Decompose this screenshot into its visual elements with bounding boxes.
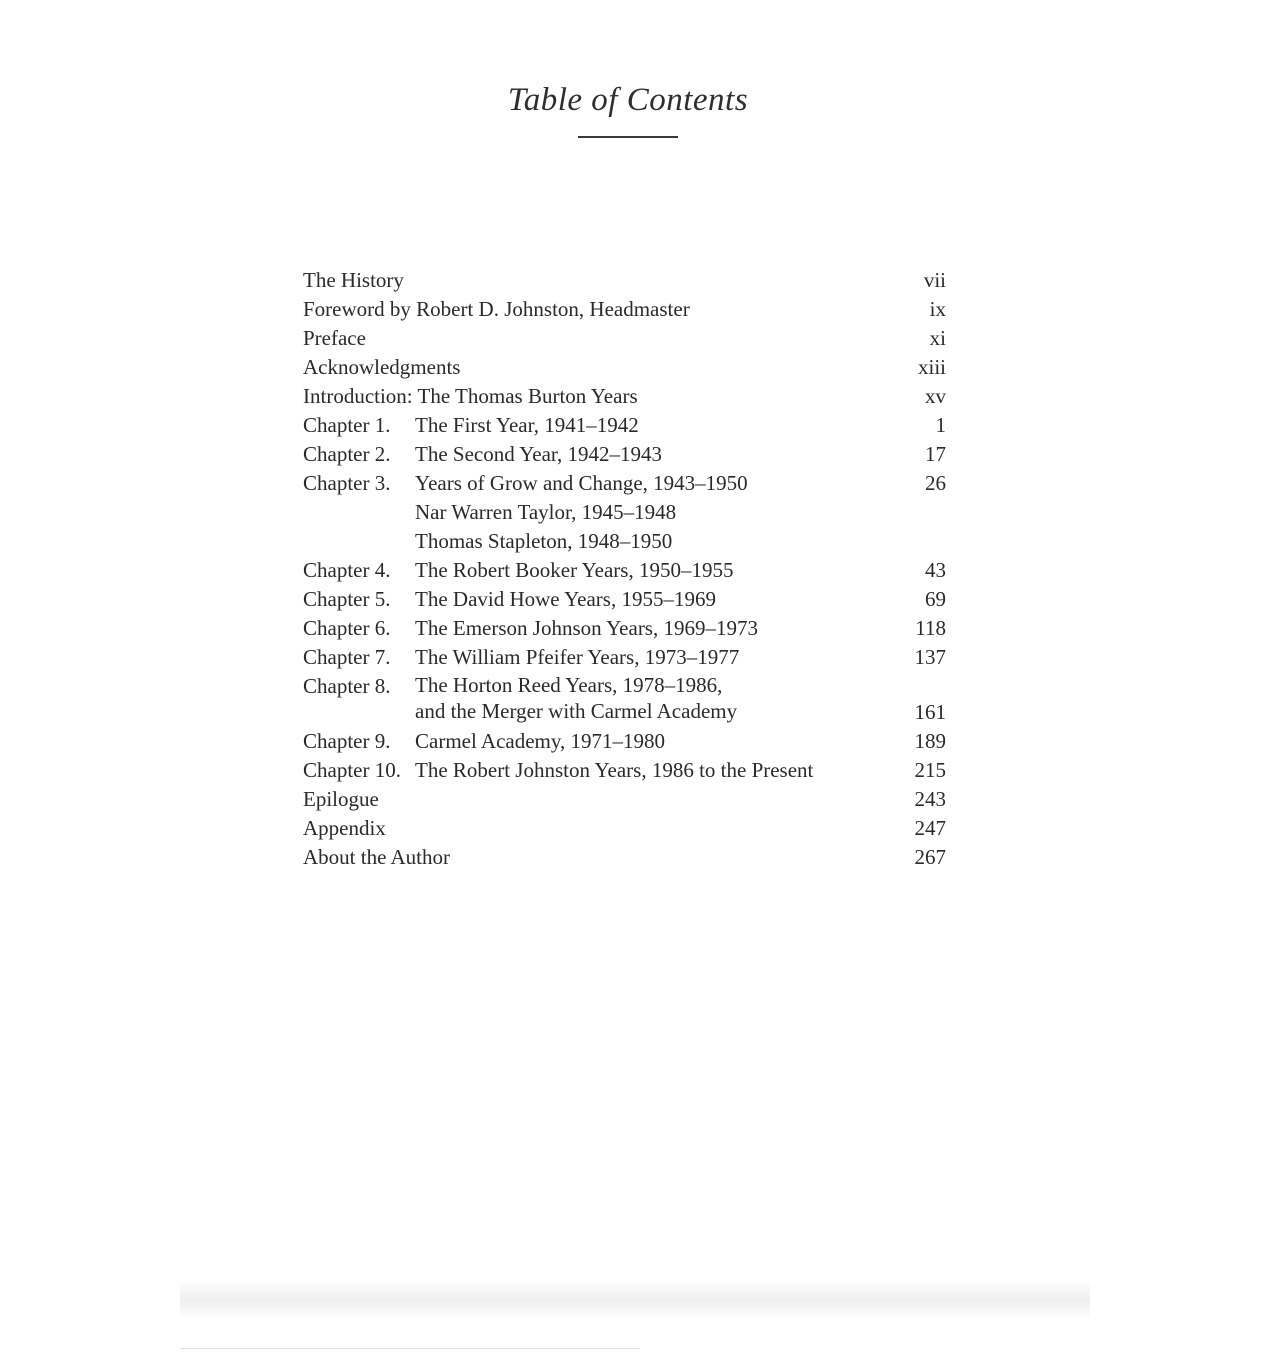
toc-entry-title-line: Thomas Stapleton, 1948–1950 [415,529,673,553]
page-shadow [180,1280,1090,1320]
toc-entry-title-line: The Second Year, 1942–1943 [415,442,663,466]
toc-entry-title-line: The Robert Booker Years, 1950–1955 [415,558,734,582]
toc-entry-title [303,382,638,411]
toc-entry [303,614,948,643]
toc-entry [303,556,948,585]
toc-entry-title-line: About the Author [303,845,450,869]
toc-entry-title [303,843,450,872]
toc-entry [303,843,948,872]
toc-entry [303,814,948,843]
toc-entry [303,727,948,756]
toc-page-number: 118 [915,616,946,640]
toc-entry [303,498,948,527]
toc-entry [303,672,948,727]
toc-entry-title-line: The Emerson Johnson Years, 1969–1973 [415,616,758,640]
toc-entry [303,295,948,324]
toc-page-number: vii [923,268,946,292]
toc-entry-title [415,727,665,756]
toc-page-number: 243 [914,787,946,811]
toc-page-number: 247 [914,816,946,840]
toc-entry-title [415,643,739,672]
toc-entry-title-line: Introduction: The Thomas Burton Years [303,384,638,408]
page-edge [180,1348,640,1349]
toc-entry-title [303,266,404,295]
toc-chapter-number: Chapter 10. [303,758,401,782]
toc-entry-title-line: Epilogue [303,787,379,811]
toc-entry-title [415,585,716,614]
toc-entry-title-line: Foreword by Robert D. Johnston, Headmaster [303,297,690,321]
toc-page-number: 26 [925,471,946,495]
toc-entry [303,411,948,440]
toc-entry-title-line: Preface [303,326,366,350]
title-rule [578,136,678,138]
toc-entry-title-line: and the Merger with Carmel Academy [415,699,738,723]
toc-entry-title [415,469,748,498]
toc-entry [303,382,948,411]
toc-chapter-number: Chapter 2. [303,442,391,466]
toc-entry-title-line: The Robert Johnston Years, 1986 to the Present [415,758,814,782]
toc-page-number: ix [929,297,946,321]
toc-entry [303,469,948,498]
toc-page-number: xi [929,326,946,350]
toc-entry-title [415,411,639,440]
table-of-contents [303,266,948,872]
toc-chapter-number: Chapter 6. [303,616,391,640]
toc-page-number: 137 [914,645,946,669]
toc-entry-title [415,556,733,585]
toc-page-number: 267 [914,845,946,869]
toc-entry-title [303,295,690,324]
toc-page-number: 215 [914,758,946,782]
toc-entry [303,527,948,556]
toc-entry-title-line: The First Year, 1941–1942 [415,413,639,437]
toc-chapter-number: Chapter 1. [303,413,391,437]
toc-page-number: 69 [925,587,946,611]
toc-entry [303,266,948,295]
toc-entry-title-line: Appendix [303,816,386,840]
toc-entry-title [303,324,366,353]
toc-entry-title [415,756,813,785]
toc-entry-title-line: Years of Grow and Change, 1943–1950 [415,471,748,495]
toc-entry [303,643,948,672]
toc-page-number: 17 [925,442,946,466]
toc-entry-title-line: Nar Warren Taylor, 1945–1948 [415,500,677,524]
toc-entry [303,353,948,382]
toc-entry-title-line: The Horton Reed Years, 1978–1986, [415,673,723,697]
toc-entry-title-line: Carmel Academy, 1971–1980 [415,729,666,753]
toc-entry [303,756,948,785]
toc-chapter-number: Chapter 5. [303,587,391,611]
toc-entry-title [303,785,379,814]
toc-chapter-number: Chapter 3. [303,471,391,495]
toc-entry-title-line: The William Pfeifer Years, 1973–1977 [415,645,740,669]
toc-page-number: 1 [935,413,946,437]
toc-entry-title [303,814,386,843]
toc-entry-title [415,672,737,724]
toc-page-number: xiii [917,355,946,379]
toc-entry [303,785,948,814]
toc-entry-title-line: Acknowledgments [303,355,461,379]
toc-page-number: 161 [914,700,946,724]
toc-entry-title-line: The David Howe Years, 1955–1969 [415,587,716,611]
toc-chapter-number: Chapter 7. [303,645,391,669]
toc-entry-title [415,527,672,556]
toc-entry-title-line: The History [303,268,404,292]
toc-entry [303,440,948,469]
toc-entry [303,324,948,353]
toc-entry [303,585,948,614]
toc-entry-title [415,498,676,527]
toc-page-number: 43 [925,558,946,582]
toc-page-number: 189 [914,729,946,753]
toc-entry-title [415,614,758,643]
toc-chapter-number: Chapter 8. [303,674,391,698]
toc-entry-title [415,440,662,469]
toc-page-number: xv [925,384,946,408]
toc-chapter-number: Chapter 9. [303,729,391,753]
toc-chapter-number: Chapter 4. [303,558,391,582]
page-title: Table of Contents [507,82,749,118]
toc-entry-title [303,353,460,382]
